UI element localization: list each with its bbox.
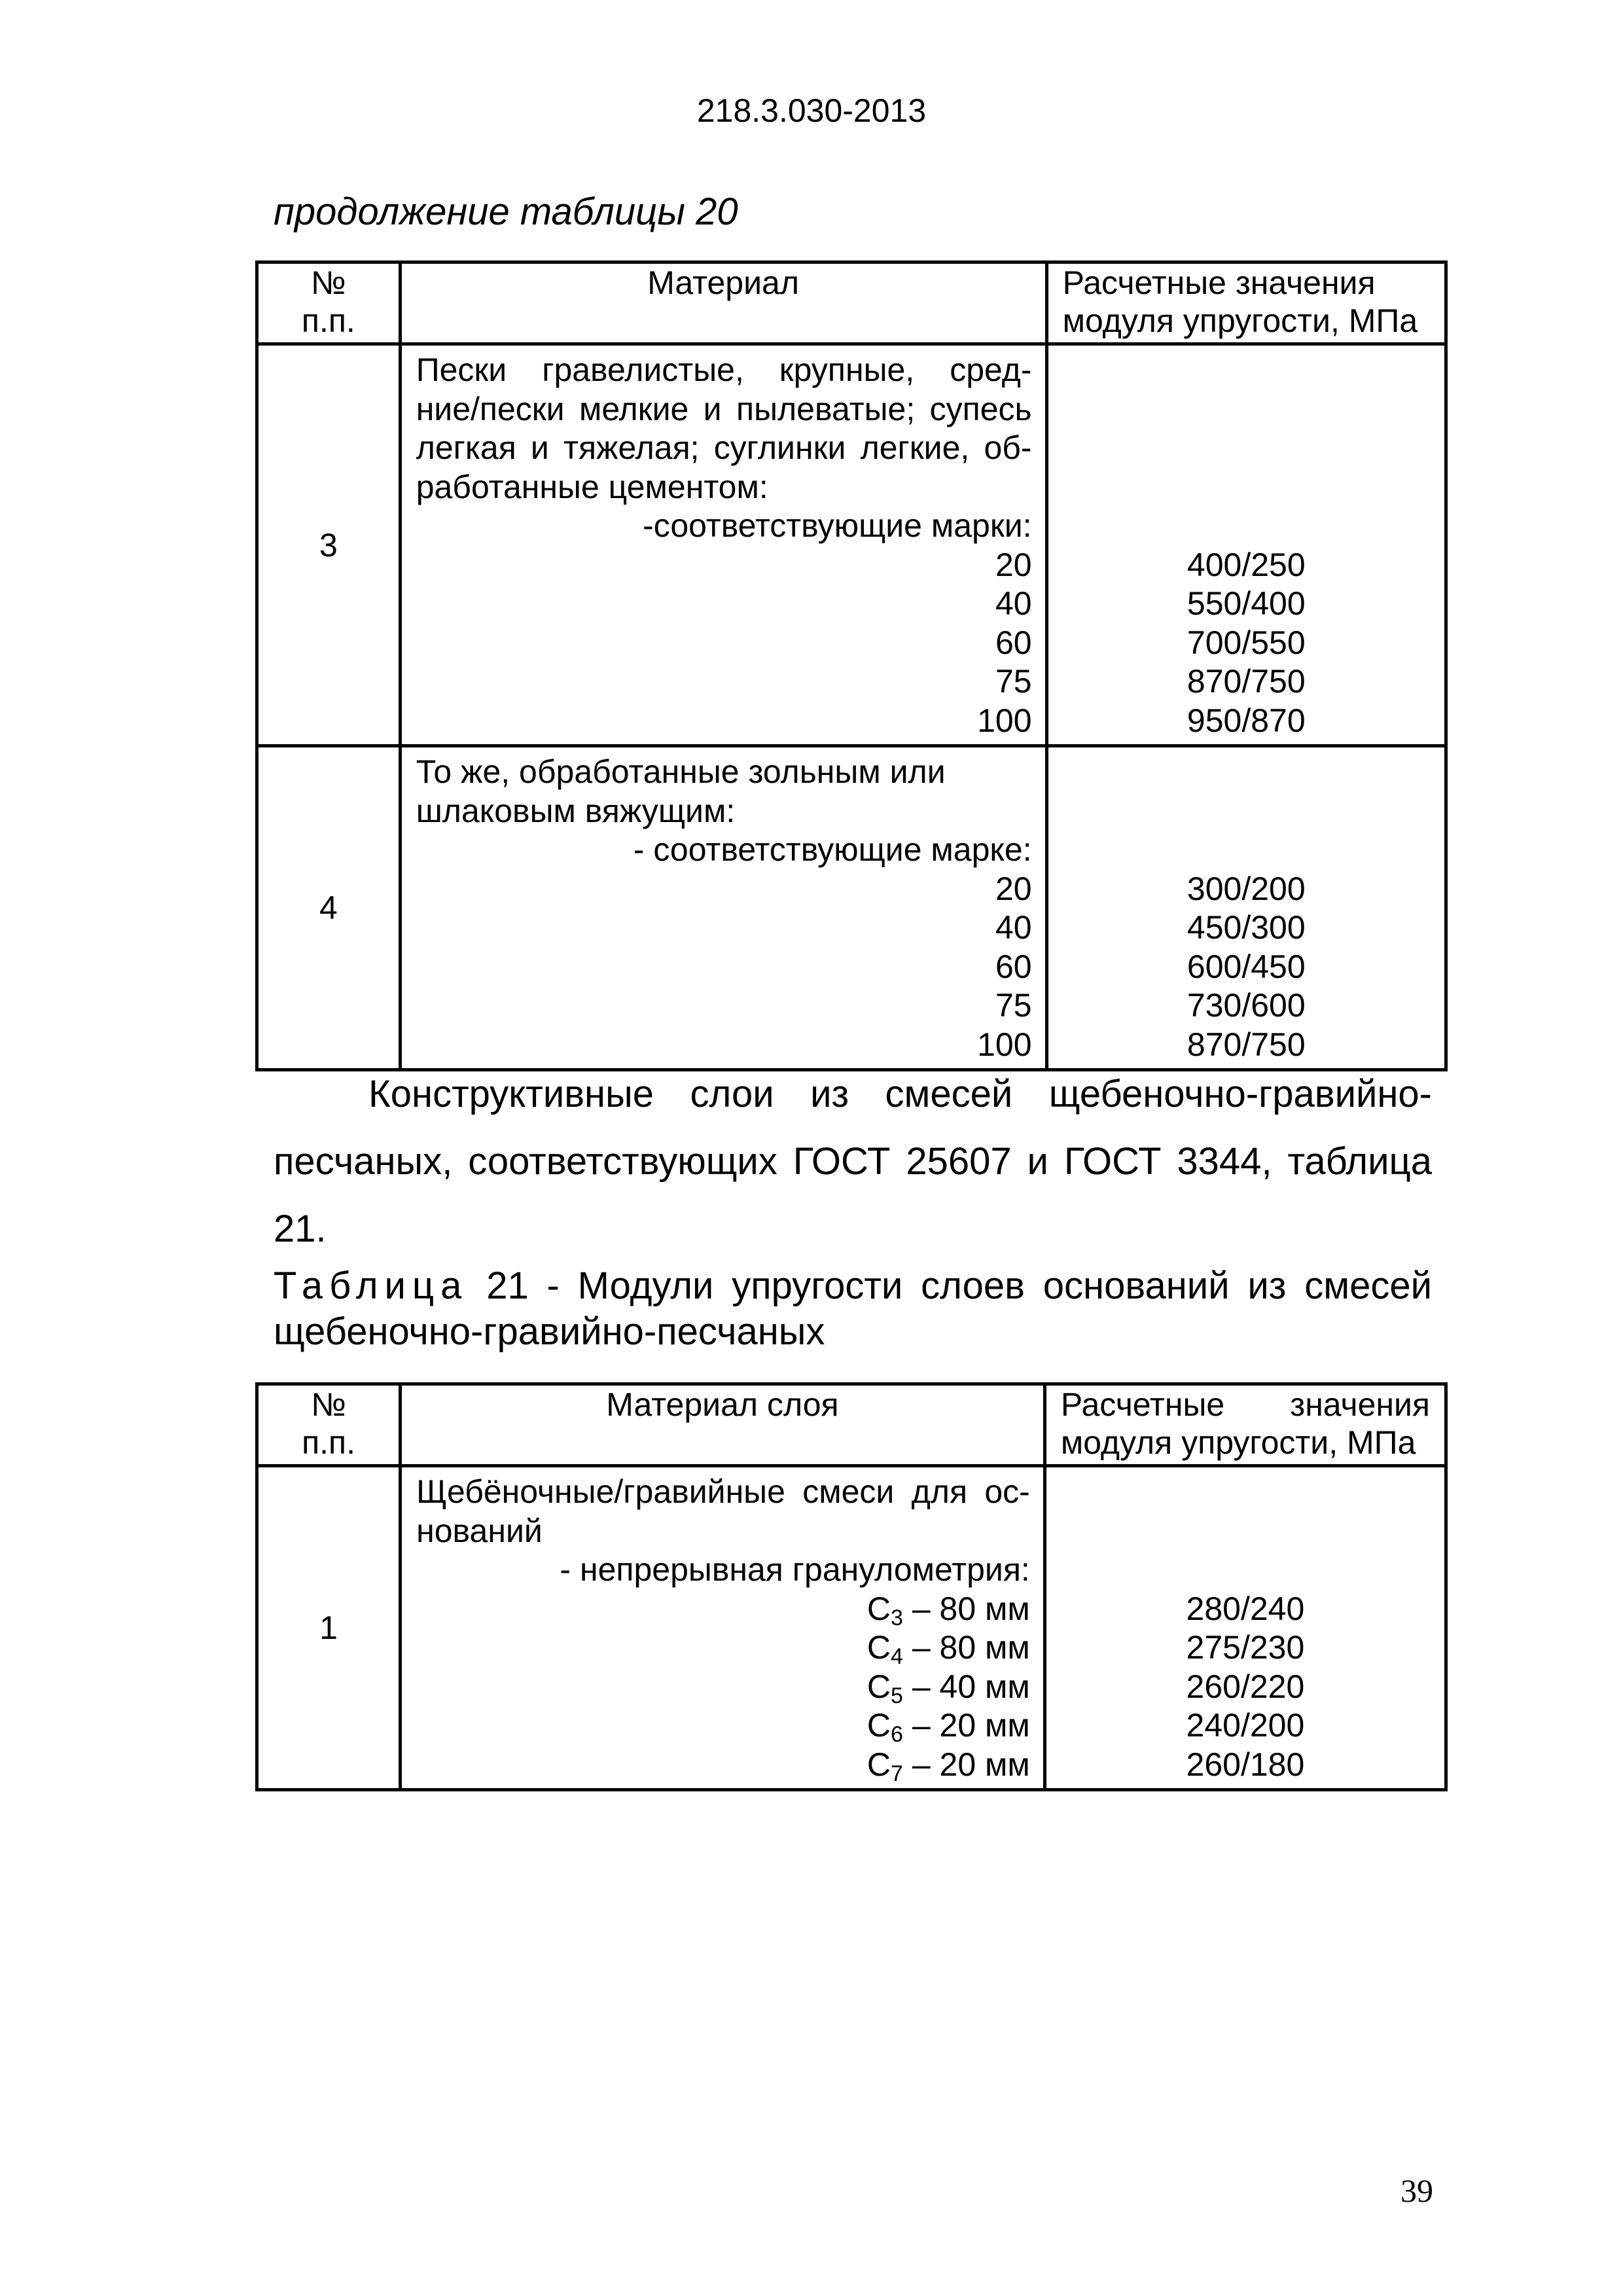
- grading-item: $С_5 - 40$ мм: [866, 1668, 1030, 1708]
- material-cell: То же, обработанные зольным или шлаковым вяжущим: - соответствующие марке: 20 40 60 75 100: [400, 746, 1046, 1070]
- table21-caption: Таблица 21 - Модули упругости слоев оснований из смесей щебеночно-гравийно-песчаных: [274, 1265, 1432, 1353]
- table20-continuation-caption: продолжение таблицы 20: [274, 190, 738, 233]
- grading-item: $С_4 - 80$ мм: [866, 1629, 1030, 1669]
- grading-item: $С_6 - 20$ мм: [866, 1707, 1030, 1747]
- header-material: Материал: [400, 262, 1046, 344]
- value-cell: 300/200 450/300 600/450 730/600 870/750: [1046, 746, 1446, 1070]
- table-row: [257, 344, 1446, 746]
- header-num: № п.п.: [257, 262, 401, 344]
- page-number: 39: [1400, 2172, 1433, 2209]
- table-row: [257, 746, 1446, 1070]
- table21-header-row: [257, 1384, 1446, 1466]
- header-num: № п.п.: [257, 1384, 401, 1466]
- header-value: Расчетные значения модуля упругости, МПа: [1046, 262, 1446, 344]
- material-cell: Щебёночные/гравийные смеси для ос- нований - непрерывная гранулометрия: $С_3 - 80$ мм $С_4 - 80$ мм $С_5 - 40$ мм $С_6 - 20$ мм $С_7 - 20$ мм: [401, 1466, 1045, 1790]
- table-21: [255, 1382, 1448, 1791]
- document-code: 218.3.030-2013: [696, 92, 927, 129]
- header-value: Расчетные значения модуля упругости, МПа: [1044, 1384, 1446, 1466]
- body-paragraph: Конструктивные слои из смесей щебеночно-гравийно-песчаных, соответствующих ГОСТ 25607 и ГОСТ 3344, таблица 21.: [274, 1073, 1432, 1250]
- value-cell: 280/240 275/230 260/220 240/200 260/180: [1044, 1466, 1446, 1790]
- header-material: Материал слоя: [401, 1384, 1045, 1466]
- grading-item: $С_3 - 80$ мм: [866, 1590, 1030, 1630]
- table-row: [257, 1466, 1446, 1790]
- row-number: 3: [257, 344, 401, 746]
- table20-header-row: [257, 262, 1446, 344]
- row-number: 4: [257, 746, 401, 1070]
- value-cell: 400/250 550/400 700/550 870/750 950/870: [1046, 344, 1446, 746]
- material-cell: Пески гравелистые, крупные, сред- ние/пески мелкие и пылеватые; супесь легкая и тяжелая; суглинки легкие, об- работанные цементом: -соответствующие марки: 20 40 60 75 100: [400, 344, 1046, 746]
- table-20: [255, 260, 1448, 1071]
- row-number: 1: [257, 1466, 401, 1790]
- grading-item: $С_7 - 20$ мм: [866, 1746, 1030, 1786]
